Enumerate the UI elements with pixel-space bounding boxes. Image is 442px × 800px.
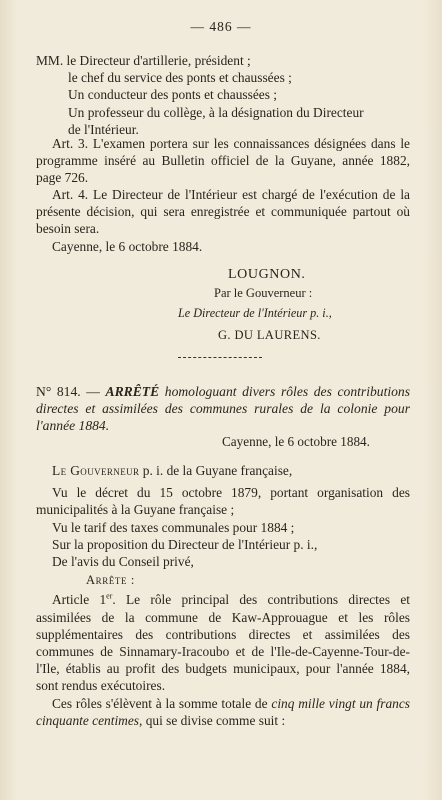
arrete-body [36,462,410,729]
arrete-number: N° 814. — [36,384,100,399]
gouverneur-rest: p. i. de la Guyane française, [142,463,293,478]
arrete-date: Cayenne, le 6 octobre 1884. [222,434,370,449]
committee-line-1: MM. le Directeur d'artillerie, président ; [36,53,251,68]
roles-total [36,695,410,729]
place-date: Cayenne, le 6 octobre 1884. [52,239,203,254]
section-divider [178,357,262,358]
article-1-sup: er [106,591,113,601]
article-4: Art. 4. Le Directeur de l'Intérieur est chargé de l'exécution de la présente décision, qui sera enregistrée et communiquée partout où besoin sera. [36,187,410,237]
arrete-label: Arrête : [86,573,135,588]
roles-amount: cinq mille vingt un francs cinquante centimes [36,695,410,728]
arrete-title: homologuant divers rôles des contributions directes et assimilées des communes rurales de la colonie pour l'année 1884. [36,384,411,434]
committee-line-3: Un conducteur des ponts et chaussées ; [68,87,277,103]
signature-block [0,266,442,344]
committee-list [36,52,410,138]
arrete-heading [36,383,410,435]
article-1-prefix: Article 1 [52,592,107,608]
de-avis: De l'avis du Conseil privé, [52,554,194,570]
sur-proposition: Sur la proposition du Directeur de l'Intérieur p. i., [52,536,318,552]
gouverneur-line [36,462,410,479]
director-signature: G. DU LAURENS. [218,327,321,342]
article-3: Art. 3. L'examen portera sur les connaissances désignées dans le programme inséré au Bulletin officiel de la Guyane, année 1882, page 726. [36,136,410,186]
director-title: Le Directeur de l'Intérieur p. i., [178,306,332,321]
page-number: — 486 — [190,19,252,34]
roles-suffix: , qui se divise comme suit : [139,712,286,728]
gouverneur-caps: Le Gouverneur [52,463,140,478]
par-le-gouverneur: Par le Gouverneur : [214,286,313,301]
roles-prefix: Ces rôles s'élèvent à la somme totale de [52,695,268,711]
article-1 [36,591,410,694]
vu-decret: Vu le décret du 15 octobre 1879, portant organisation des municipalités à la Guyane française ; [36,485,410,518]
committee-line-5: de l'Intérieur. [68,121,139,137]
vu-tarif: Vu le tarif des taxes communales pour 1884 ; [52,519,295,535]
committee-line-2: le chef du service des ponts et chaussées ; [68,70,292,86]
committee-line-4: Un professeur du collège, à la désignation du Directeur [68,104,364,120]
governor-signature: LOUGNON. [228,267,306,282]
arrete-caps: ARRÊTÉ [105,384,160,399]
article-1-text: . Le rôle principal des contributions directes et assimilées de la commune de Kaw-Approuague et les rôles supplémentaires des contributions directes et assimilées des communes de Sinnamary-Iracoubo et de l'Ile-de-Cayenne-Tour-de-l'Ile, établis au profit des budgets municipaux, pour l'année 1884, sont rendus exécutoires. [36,592,410,694]
